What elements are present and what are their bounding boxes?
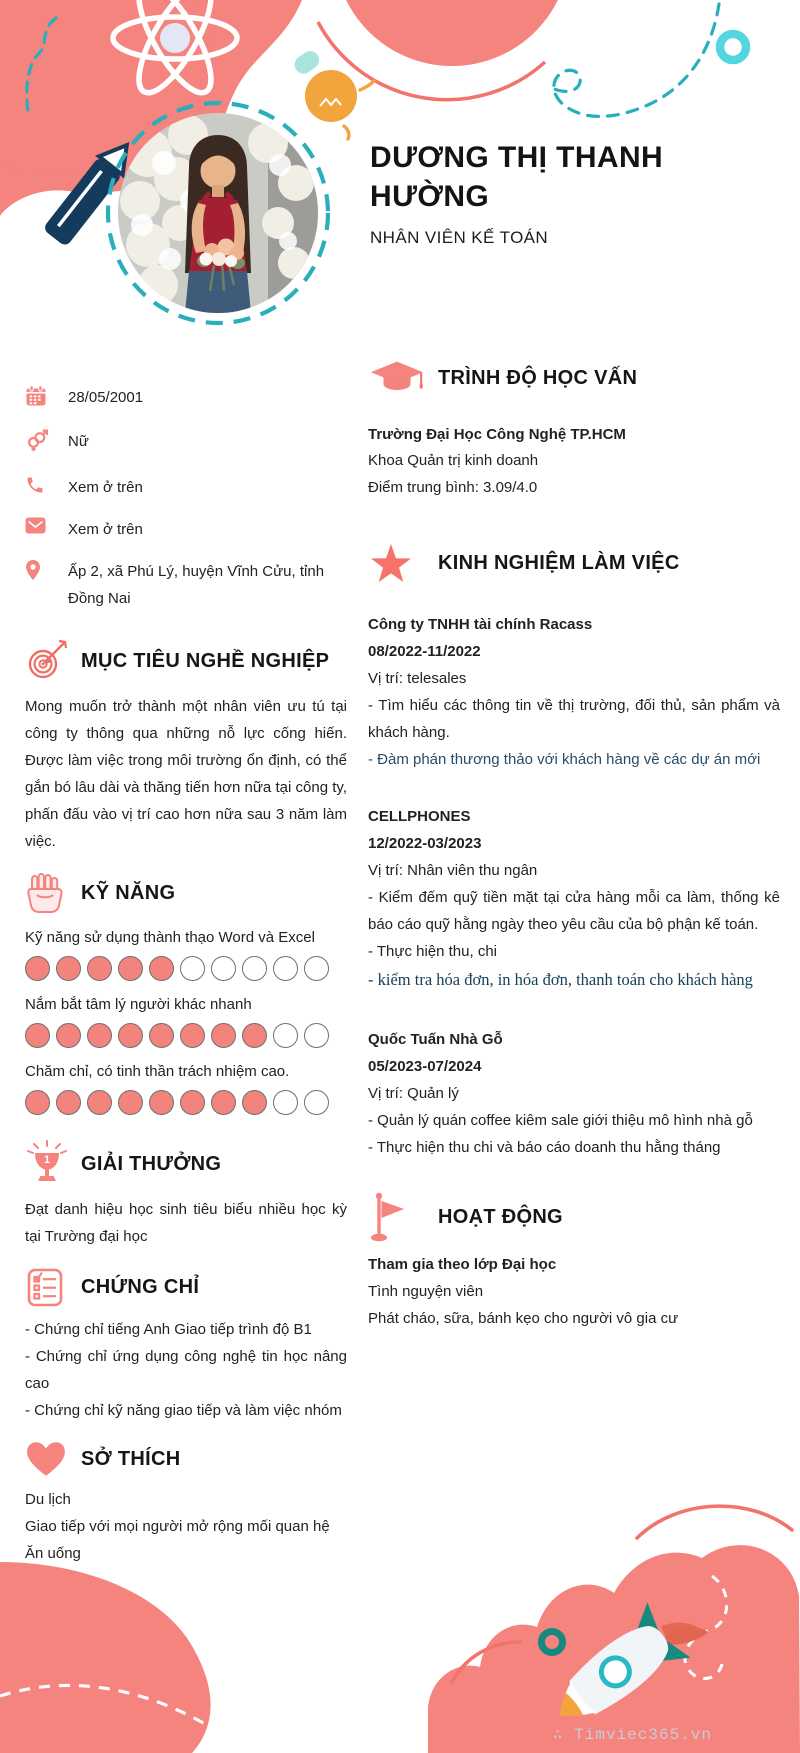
- section-skills: [25, 871, 347, 1116]
- certificates-heading: CHỨNG CHỈ: [81, 1275, 200, 1298]
- location-icon: [25, 558, 51, 588]
- section-education: [368, 360, 780, 501]
- job-period: 05/2023-07/2024: [368, 1058, 482, 1076]
- job-duty: - Đàm phán thương thảo với khách hàng về các dự án mới: [368, 750, 761, 768]
- watermark: [553, 1724, 712, 1744]
- phone-value: Xem ở trên: [68, 478, 143, 496]
- skill-dot: [87, 1023, 112, 1048]
- skill-dot: [180, 1090, 205, 1115]
- activities-heading-row: [368, 1191, 780, 1243]
- calendar-icon: [25, 384, 51, 414]
- skill-dot: [149, 1023, 174, 1048]
- activities-body: [368, 1251, 780, 1332]
- skill-dot: [118, 1090, 143, 1115]
- awards-heading-row: [25, 1140, 347, 1188]
- skill-dot: [56, 1090, 81, 1115]
- info-row-address: [25, 558, 347, 614]
- skill-dot: [118, 956, 143, 981]
- skill-dot: [149, 956, 174, 981]
- education-faculty: Khoa Quản trị kinh doanh: [368, 452, 539, 470]
- target-icon: [25, 639, 81, 683]
- watermark-mark: ∴: [552, 1726, 564, 1744]
- header-name-block: [370, 138, 742, 248]
- skill-dot: [180, 1023, 205, 1048]
- skill-dots-row: [25, 1023, 347, 1049]
- job-duty: - Kiểm đếm quỹ tiền mặt tại cửa hàng mỗi ca làm, thống kê báo cáo quỹ hằng ngày theo yêu cầu của bộ phận kế toán.: [368, 888, 780, 933]
- awards-body: Đạt danh hiệu học sinh tiêu biểu nhiều học kỳ tại Trường đại học: [25, 1201, 347, 1245]
- job-position: Vị trí: Nhân viên thu ngân: [368, 861, 538, 879]
- education-entry: [368, 422, 780, 501]
- skill-dot: [25, 1023, 50, 1048]
- dashed-curve-top-right: [552, 4, 719, 116]
- job-entry: [368, 611, 780, 773]
- experience-heading-row: [368, 543, 780, 585]
- hobby-item: Ăn uống: [25, 1545, 81, 1562]
- activity-line: Tham gia theo lớp Đại học: [368, 1256, 557, 1274]
- skill-dot: [273, 1090, 298, 1115]
- certificate-item: - Chứng chỉ tiếng Anh Giao tiếp trình độ B1: [25, 1321, 312, 1338]
- skills-heading-row: [25, 871, 347, 915]
- birthday-value: 28/05/2001: [68, 389, 144, 406]
- watermark-text: Timviec365.vn: [574, 1726, 712, 1744]
- skill-dot: [180, 956, 205, 981]
- info-row-email: [25, 516, 347, 544]
- section-experience: [368, 543, 780, 1162]
- skill-label: Nắm bắt tâm lý người khác nhanh: [25, 996, 252, 1013]
- skill-dot: [304, 956, 329, 981]
- job-duty: - kiểm tra hóa đơn, in hóa đơn, thanh toán cho khách hàng: [368, 969, 753, 989]
- skill-dot: [273, 956, 298, 981]
- certificates-heading-row: [25, 1266, 347, 1308]
- skill-dot: [304, 1090, 329, 1115]
- hobbies-heading: SỞ THÍCH: [81, 1447, 181, 1470]
- experience-heading: KINH NGHIỆM LÀM VIỆC: [438, 552, 680, 575]
- svg-text:1: 1: [43, 1154, 51, 1166]
- info-row-birthday: [25, 384, 347, 414]
- job-company: CELLPHONES: [368, 807, 471, 825]
- skill-label: Kỹ năng sử dụng thành thạo Word và Excel: [25, 929, 315, 946]
- address-value: Ấp 2, xã Phú Lý, huyện Vĩnh Cửu, tỉnh Đồng Nai: [68, 562, 325, 608]
- skill-label: Chăm chỉ, có tinh thần trách nhiệm cao.: [25, 1063, 290, 1080]
- skill-dot: [118, 1023, 143, 1048]
- job-company: Công ty TNHH tài chính Racass: [368, 615, 593, 633]
- profile-photo: [118, 113, 318, 313]
- pink-blob-bottom-left: [0, 1562, 211, 1753]
- job-entry: [368, 803, 780, 995]
- education-heading: TRÌNH ĐỘ HỌC VẤN: [438, 366, 638, 389]
- skill-dot: [56, 956, 81, 981]
- hobby-item: Du lịch: [25, 1491, 71, 1508]
- candidate-name: DƯƠNG THỊ THANH HƯỜNG: [370, 141, 664, 213]
- skill-dot: [87, 956, 112, 981]
- skill-dot: [273, 1023, 298, 1048]
- info-row-gender: [25, 428, 347, 459]
- education-school: Trường Đại Học Công Nghệ TP.HCM: [368, 426, 626, 443]
- coral-arc-1: [637, 1506, 792, 1538]
- checklist-icon: [25, 1266, 81, 1308]
- objective-body: Mong muốn trở thành một nhân viên ưu tú tại công ty thông qua những nỗ lực cống hiến. Được làm việc trong môi trường ổn định, có thể gắn bó lâu dài và thăng tiến hơn nữa tại công ty, phấn đấu vào vị trí cao hơn nữa sau 3 năm làm việc.: [25, 698, 347, 850]
- section-objective: [25, 639, 347, 855]
- skill-dot: [87, 1090, 112, 1115]
- pink-bump: [334, 0, 570, 66]
- right-column: [368, 360, 780, 1332]
- skill-dot: [242, 956, 267, 981]
- skill-dot: [149, 1090, 174, 1115]
- objective-heading: MỤC TIÊU NGHỀ NGHIỆP: [81, 649, 330, 672]
- skill-dot: [211, 956, 236, 981]
- activity-line: Tình nguyện viên: [368, 1283, 484, 1301]
- candidate-job-title: NHÂN VIÊN KẾ TOÁN: [370, 228, 549, 247]
- activities-heading: HOẠT ĐỘNG: [438, 1205, 563, 1228]
- skill-dot: [25, 1090, 50, 1115]
- activity-line: Phát cháo, sữa, bánh kẹo cho người vô gia cư: [368, 1310, 679, 1328]
- personal-info-list: [25, 384, 347, 613]
- skill-dots-row: [25, 1090, 347, 1116]
- skill-dot: [56, 1023, 81, 1048]
- teal-donut-top: [720, 34, 746, 60]
- section-awards: [25, 1140, 347, 1250]
- job-duty: - Tìm hiểu các thông tin về thị trường, đối thủ, sản phẩm và khách hàng.: [368, 696, 780, 741]
- skill-dot: [242, 1023, 267, 1048]
- email-icon: [25, 516, 51, 541]
- job-entry: [368, 1026, 780, 1161]
- skill-dot: [211, 1023, 236, 1048]
- job-company: Quốc Tuấn Nhà Gỗ: [368, 1031, 503, 1049]
- job-position: Vị trí: telesales: [368, 669, 467, 687]
- awards-heading: GIẢI THƯỞNG: [81, 1152, 222, 1175]
- email-value: Xem ở trên: [68, 520, 143, 538]
- info-row-phone: [25, 474, 347, 502]
- job-position: Vị trí: Quản lý: [368, 1085, 459, 1103]
- skill-dot: [25, 956, 50, 981]
- gender-icon: [25, 428, 51, 459]
- skill-dot: [304, 1023, 329, 1048]
- graduation-cap-icon: [368, 360, 438, 396]
- skills-heading: KỸ NĂNG: [81, 881, 176, 904]
- section-activities: [368, 1191, 780, 1332]
- skill-dots-row: [25, 956, 347, 982]
- phone-icon: [25, 474, 51, 502]
- education-gpa: Điểm trung bình: 3.09/4.0: [368, 478, 538, 496]
- trophy-icon: [25, 1140, 81, 1188]
- job-period: 12/2022-03/2023: [368, 834, 482, 852]
- gender-value: Nữ: [68, 433, 89, 451]
- footer-decoration: [0, 1380, 800, 1753]
- hobby-item: Giao tiếp với mọi người mở rộng mối quan hệ: [25, 1518, 330, 1535]
- job-duty: - Thực hiện thu chi và báo cáo doanh thu hằng tháng: [368, 1139, 721, 1157]
- job-period: 08/2022-11/2022: [368, 642, 481, 660]
- job-duty: - Thực hiện thu, chi: [368, 942, 497, 960]
- star-icon: [368, 543, 438, 585]
- skill-dot: [211, 1090, 236, 1115]
- fist-icon: [25, 871, 81, 915]
- objective-heading-row: [25, 639, 347, 683]
- job-duty: - Quản lý quán coffee kiêm sale giới thiệu mô hình nhà gỗ: [368, 1112, 753, 1130]
- skill-dot: [242, 1090, 267, 1115]
- certificate-item: - Chứng chỉ ứng dụng công nghệ tin học nâng cao: [25, 1348, 347, 1392]
- certificate-item: - Chứng chỉ kỹ năng giao tiếp và làm việc nhóm: [25, 1402, 342, 1419]
- education-heading-row: [368, 360, 780, 396]
- flag-icon: [368, 1191, 438, 1243]
